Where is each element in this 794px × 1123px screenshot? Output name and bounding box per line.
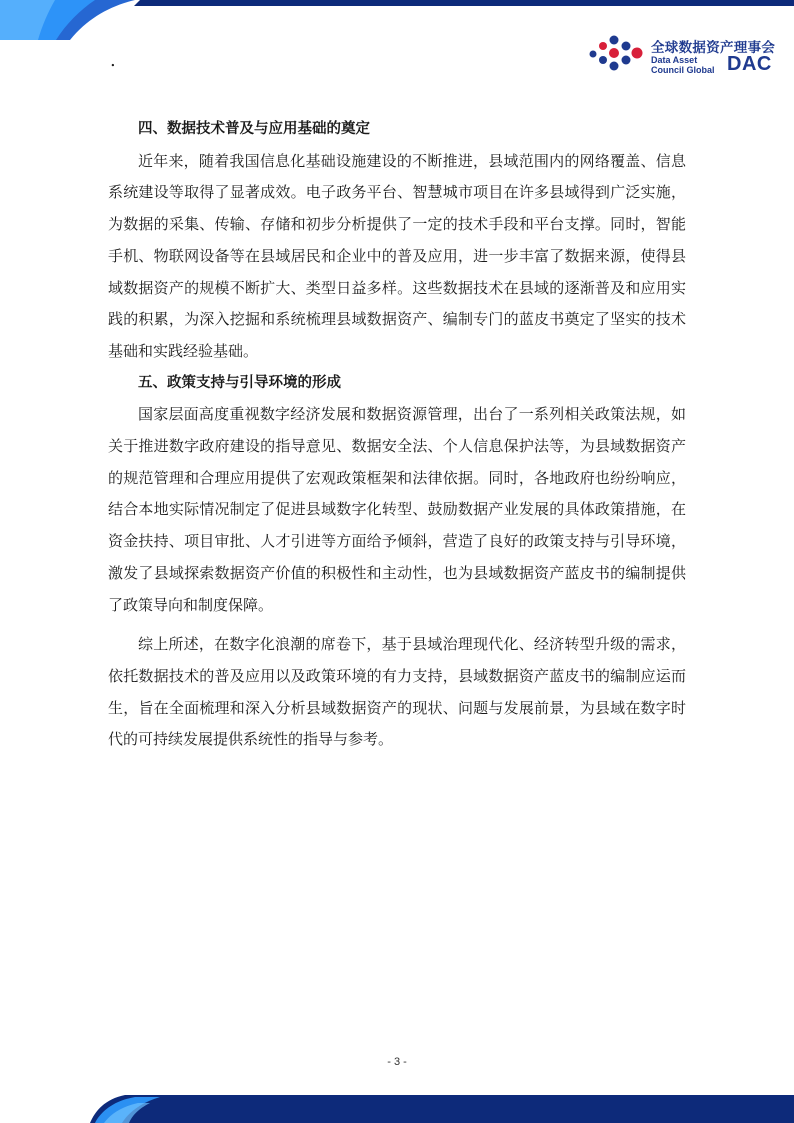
logo-dots-icon [585,34,649,80]
logo-abbr: DAC [727,53,772,75]
logo-name-zh: 全球数据资产理事会 [651,40,776,56]
section-4-paragraph-1: 近年来，随着我国信息化基础设施建设的不断推进，县域范围内的网络覆盖、信息系统建设等取得了显著成效。电子政务平台、智慧城市项目在许多县域得到广泛实施，为数据的采集、传输、存储和初步分析提供了一定的技术手段和平台支撑。同时，智能手机、物联网设备等在县域居民和企业中的普及应用，进一步丰富了数据来源，使得县域数据资产的规模不断扩大、类型日益多样。这些数据技术在县域的逐渐普及和应用实践的积累，为深入挖掘和系统梳理县域数据资产、编制专门的蓝皮书奠定了坚实的技术基础和实践经验基础。 [108,151,686,360]
logo-name-en [651,55,715,75]
header-mark: . [110,50,116,71]
section-5-paragraph-1: 国家层面高度重视数字经济发展和数据资源管理，出台了一系列相关政策法规，如关于推进数字政府建设的指导意见、数据安全法、个人信息保护法等，为县域数据资产的规范管理和合理应用提供了宏观政策框架和法律依据。同时，各地政府也纷纷响应，结合本地实际情况制定了促进县域数字化转型、鼓励数据产业发展的具体政策措施，在资金扶持、项目审批、人才引进等方面给予倾斜，营造了良好的政策支持与引导环境，激发了县域探索数据资产价值的积极性和主动性，也为县域数据资产蓝皮书的编制提供了政策导向和制度保障。 [108,405,686,614]
logo-name-en-line2: Council Global [651,65,715,75]
page-number: - 3 - [387,1056,407,1068]
summary-paragraph: 综上所述，在数字化浪潮的席卷下，基于县域治理现代化、经济转型升级的需求，依托数据技术的普及应用以及政策环境的有力支持，县域数据资产蓝皮书的编制应运而生，旨在全面梳理和深入分析县域数据资产的现状、问题与发展前景，为县域在数字时代的可持续发展提供系统性的指导与参考。 [108,635,686,749]
logo-name-en-line1: Data Asset [651,55,698,65]
footer-band [0,1077,794,1123]
dac-logo [585,34,785,80]
section-heading-4: 四、数据技术普及与应用基础的奠定 [138,121,370,137]
section-heading-5: 五、政策支持与引导环境的形成 [138,374,341,391]
document-body [108,114,686,756]
